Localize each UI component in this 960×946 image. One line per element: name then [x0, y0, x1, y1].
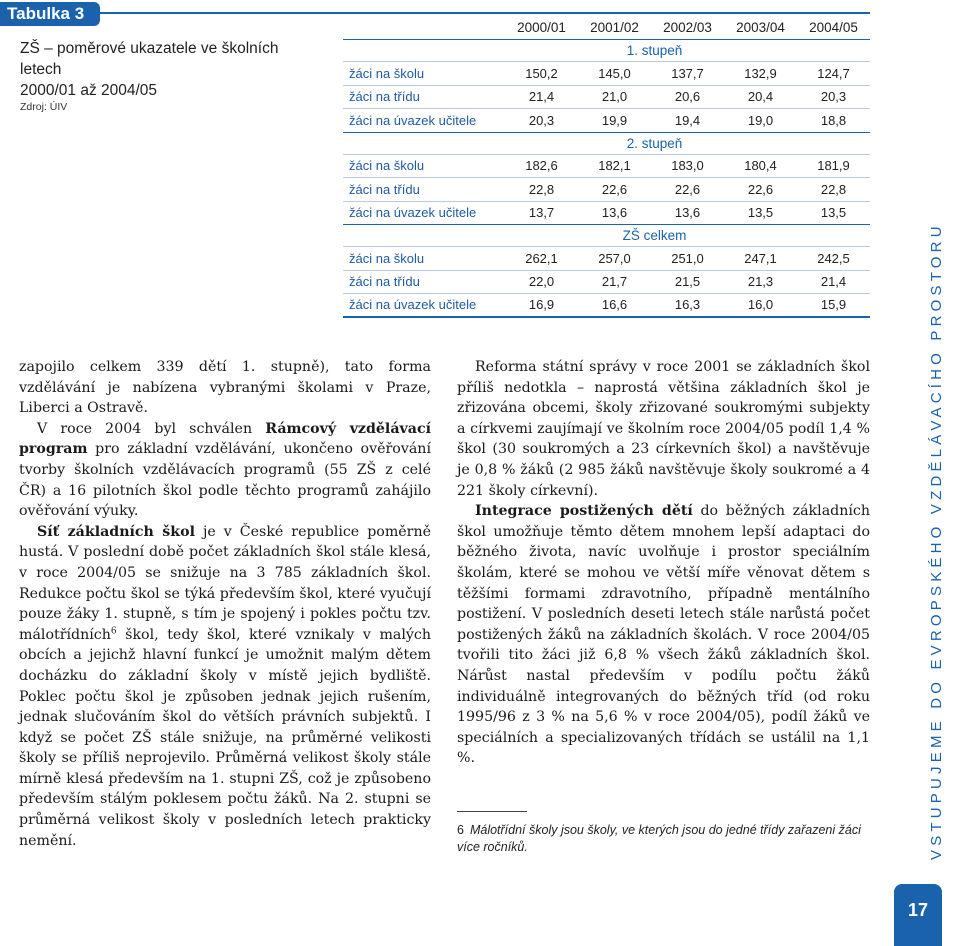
- cell: 19,9: [601, 112, 628, 128]
- cell: 242,5: [817, 250, 850, 266]
- row-label: žáci na školu: [349, 158, 425, 174]
- table-row: [343, 294, 870, 318]
- cell: 180,4: [744, 158, 777, 174]
- text-run: pro základní vzdělávání, ukončeno ověřování tvorby školních vzdělávacích programů (55 ZŠ z celé ČR) a 16 pilotních škol podle těchto programů zahájilo ověřování výuky.: [19, 441, 431, 520]
- cell: 20,4: [747, 89, 774, 105]
- table-source: Zdroj: ÚIV: [20, 101, 68, 113]
- cell: 183,0: [671, 158, 704, 174]
- cell: 22,6: [601, 181, 628, 197]
- row-label: žáci na úvazek učitele: [349, 205, 477, 221]
- side-banner-text: VSTUPUJEME DO EVROPSKÉHO VZDĚLÁVACÍHO PROSTORU: [928, 222, 945, 860]
- cell: 22,8: [528, 181, 555, 197]
- paragraph: [19, 522, 431, 852]
- bold-term: Integrace postižených dětí: [475, 503, 693, 520]
- paragraph: zapojilo celkem 339 dětí 1. stupně), tato forma vzdělávání je nabízena vybranými školami v Praze, Liberci a Ostravě.: [19, 359, 431, 417]
- cell: 21,4: [528, 89, 555, 105]
- cell: 21,7: [601, 274, 628, 290]
- cell: 124,7: [817, 65, 850, 81]
- table-row: [343, 178, 870, 202]
- table-tab-label: Tabulka 3: [0, 2, 100, 26]
- cell: 247,1: [744, 250, 777, 266]
- cell: 132,9: [744, 65, 777, 81]
- cell: 150,2: [525, 65, 558, 81]
- col-header: 2001/02: [590, 19, 639, 35]
- cell: 145,0: [598, 65, 631, 81]
- cell: 16,9: [528, 297, 555, 313]
- right-text-column: [457, 357, 870, 769]
- text-run: V roce 2004 byl schválen: [37, 420, 266, 437]
- cell: 137,7: [671, 65, 704, 81]
- ratios-table: [343, 15, 870, 318]
- cell: 20,6: [674, 89, 701, 105]
- cell: 16,6: [601, 297, 628, 313]
- paragraph: [19, 419, 431, 522]
- cell: 22,0: [528, 274, 555, 290]
- cell: 18,8: [820, 112, 847, 128]
- cell: 251,0: [671, 250, 704, 266]
- cell: 20,3: [820, 89, 847, 105]
- footnote-text: Málotřídní školy jsou školy, ve kterých jsou do jedné třídy zařazeni žáci více ročníků.: [457, 823, 861, 854]
- cell: 181,9: [817, 158, 850, 174]
- row-label: žáci na třídu: [349, 274, 420, 290]
- cell: 15,9: [820, 297, 847, 313]
- section-heading: 2. stupeň: [343, 133, 870, 155]
- row-label: žáci na třídu: [349, 89, 420, 105]
- cell: 182,1: [598, 158, 631, 174]
- bold-term: Rámcový vzdělávací program: [19, 420, 431, 458]
- col-header: 2000/01: [517, 19, 566, 35]
- bold-term: Síť základních škol: [37, 523, 195, 540]
- table-row: [343, 109, 870, 133]
- table-row: [343, 202, 870, 226]
- row-label: žáci na školu: [349, 65, 425, 81]
- cell: 262,1: [525, 250, 558, 266]
- cell: 19,0: [747, 112, 774, 128]
- cell: 13,6: [674, 205, 701, 221]
- table-row: [343, 155, 870, 179]
- cell: 13,5: [747, 205, 774, 221]
- cell: 182,6: [525, 158, 558, 174]
- page-number-box: [894, 884, 942, 946]
- cell: 22,6: [674, 181, 701, 197]
- footnote-ref: 6: [110, 625, 117, 636]
- col-header: 2002/03: [663, 19, 712, 35]
- cell: 257,0: [598, 250, 631, 266]
- left-text-column: [19, 357, 431, 851]
- cell: 19,4: [674, 112, 701, 128]
- footnote-number: 6: [457, 823, 464, 837]
- paragraph: [457, 501, 870, 769]
- table-row: [343, 271, 870, 295]
- cell: 22,6: [747, 181, 774, 197]
- table-row: [343, 86, 870, 110]
- cell: 16,3: [674, 297, 701, 313]
- cell: 21,0: [601, 89, 628, 105]
- row-label: žáci na školu: [349, 250, 425, 266]
- table-header-row: [343, 15, 870, 40]
- page-number: 17: [907, 900, 929, 920]
- table-title: [20, 38, 320, 101]
- cell: 13,5: [820, 205, 847, 221]
- cell: 21,3: [747, 274, 774, 290]
- cell: 13,6: [601, 205, 628, 221]
- section-heading: ZŠ celkem: [343, 225, 870, 247]
- table-title-line1: ZŠ – poměrové ukazatele ve školních letech: [20, 40, 279, 78]
- cell: 16,0: [747, 297, 774, 313]
- row-label: žáci na třídu: [349, 181, 420, 197]
- cell: 22,8: [820, 181, 847, 197]
- text-run: je v České republice poměrně hustá. V poslední době počet základních škol stále klesá, v roce 2004/05 se snižuje na 3 785 základních škol. Redukce počtu škol se týká především škol, které vyučují pouze žáky 1. stupně, s tím je spojený i pokles počtu tzv. málotřídních: [19, 523, 431, 643]
- col-header: 2004/05: [809, 19, 858, 35]
- table-row: [343, 247, 870, 271]
- cell: 20,3: [528, 112, 555, 128]
- paragraph: Reforma státní správy v roce 2001 se základních škol příliš nedotkla – naprostá většina základních škol je zřizována obcemi, školy zřizované soukromými subjekty a církvemi zaujímají ve školním roce 2004/05 podíl 1,4 % škol (30 soukromých a 23 církevních škol) a navštěvuje je 0,8 % žáků (2 985 žáků navštěvuje školy soukromé a 4 221 školy církevní).: [457, 359, 870, 499]
- cell: 21,4: [820, 274, 847, 290]
- cell: 13,7: [528, 205, 555, 221]
- section-heading: 1. stupeň: [343, 40, 870, 62]
- footnote-divider: [457, 811, 527, 812]
- text-run: škol, tedy škol, které vznikaly v malých obcích a jejichž hlavní funkcí je umožnit malým dětem docházku do základní školy v místě jejich bydliště. Poklес počtu škol je způsoben jednak jejich rušením, jednak slučováním škol do větších právních subjektů. I když se počet ZŠ stále snižuje, na průměrné velikosti školy se příliš neprojevilo. Průměrná velikost školy stále mírně klesá především na 1. stupni ZŠ, což je způsobeno především stálým poklesem počtu žáků. Na 2. stupni se průměrná velikost školy v posledních letech prakticky nemění.: [19, 626, 431, 849]
- col-header: 2003/04: [736, 19, 785, 35]
- footnote: [457, 822, 877, 856]
- row-label: žáci na úvazek učitele: [349, 112, 477, 128]
- text-run: do běžných základních škol umožňuje těmto dětem mnohem lepší adaptaci do běžného života, navíc uvolňuje i prostor speciálním školám, které se mohou ve větší míře věnovat dětem s těžšími formami zdravotního, případně mentálního postižení. V posledních deseti letech stále narůstá počet postižených žáků na základních školách. V roce 2004/05 tvořili tito žáci již 6,8 % všech žáků základních škol. Nárůst nastal především v podílu počtu žáků individuálně integrovaných do běžných tříd (od roku 1995/96 z 3 % na 5,6 % v roce 2004/05), podíl žáků ve speciálních a specializovaných třídách se ustálil na 1,1 %.: [457, 503, 870, 767]
- row-label: žáci na úvazek učitele: [349, 297, 477, 313]
- table-title-line2: 2000/01 až 2004/05: [20, 82, 158, 99]
- top-rule: [100, 12, 870, 14]
- table-row: [343, 62, 870, 86]
- cell: 21,5: [674, 274, 701, 290]
